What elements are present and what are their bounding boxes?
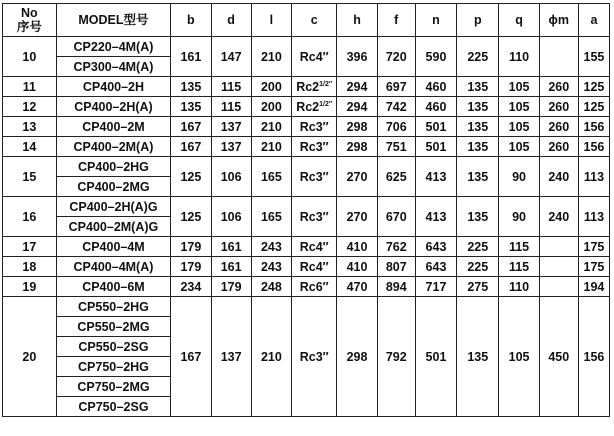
cell-h: 294 <box>337 77 377 97</box>
cell-model: CP400–4M(A) <box>56 257 171 277</box>
cell-no: 16 <box>3 197 57 237</box>
cell-q: 110 <box>499 37 539 77</box>
cell-d: 137 <box>211 137 251 157</box>
cell-model: CP750–2SG <box>56 397 171 417</box>
header-l: l <box>251 4 291 37</box>
cell-model: CP550–2HG <box>56 297 171 317</box>
cell-f: 720 <box>377 37 415 77</box>
cell-b: 135 <box>171 97 211 117</box>
cell-phim: 260 <box>539 77 578 97</box>
cell-d: 137 <box>211 117 251 137</box>
cell-n: 643 <box>415 257 456 277</box>
cell-p: 225 <box>457 37 499 77</box>
cell-n: 590 <box>415 37 456 77</box>
cell-l: 200 <box>251 97 291 117</box>
cell-phim: 240 <box>539 157 578 197</box>
cell-q: 115 <box>499 237 539 257</box>
cell-model: CP750–2MG <box>56 377 171 397</box>
cell-n: 501 <box>415 137 456 157</box>
cell-no: 20 <box>3 297 57 417</box>
cell-c: Rc3″ <box>292 297 337 417</box>
cell-c: Rc3″ <box>292 117 337 137</box>
cell-model: CP400–2HG <box>56 157 171 177</box>
cell-l: 210 <box>251 297 291 417</box>
cell-n: 413 <box>415 197 456 237</box>
cell-f: 807 <box>377 257 415 277</box>
cell-phim: 260 <box>539 117 578 137</box>
cell-no: 10 <box>3 37 57 77</box>
cell-q: 110 <box>499 277 539 297</box>
header-phim: ϕm <box>539 4 578 37</box>
table-row <box>3 137 610 157</box>
cell-h: 298 <box>337 117 377 137</box>
header-b: b <box>171 4 211 37</box>
cell-l: 200 <box>251 77 291 97</box>
cell-p: 225 <box>457 257 499 277</box>
cell-c-base: Rc2 <box>296 99 320 114</box>
cell-b: 179 <box>171 237 211 257</box>
header-p: p <box>457 4 499 37</box>
cell-phim <box>539 277 578 297</box>
spec-table-container <box>2 3 610 417</box>
cell-p: 135 <box>457 117 499 137</box>
header-no-label: No <box>21 6 38 20</box>
cell-no: 11 <box>3 77 57 97</box>
header-q: q <box>499 4 539 37</box>
cell-f: 697 <box>377 77 415 97</box>
cell-model: CP750–2HG <box>56 357 171 377</box>
header-h: h <box>337 4 377 37</box>
cell-h: 410 <box>337 237 377 257</box>
cell-a: 156 <box>578 137 609 157</box>
cell-a: 194 <box>578 277 609 297</box>
cell-q: 105 <box>499 297 539 417</box>
cell-c <box>292 77 337 97</box>
cell-no: 18 <box>3 257 57 277</box>
cell-c-base: Rc2 <box>296 79 320 94</box>
pump-dimension-table <box>2 3 610 417</box>
cell-c-fraction: 1/2″ <box>319 100 333 108</box>
cell-p: 135 <box>457 197 499 237</box>
cell-phim <box>539 237 578 257</box>
cell-n: 501 <box>415 117 456 137</box>
cell-phim: 450 <box>539 297 578 417</box>
cell-c: Rc3″ <box>292 157 337 197</box>
table-row <box>3 117 610 137</box>
table-row <box>3 237 610 257</box>
cell-a: 113 <box>578 197 609 237</box>
cell-b: 125 <box>171 157 211 197</box>
cell-model: CP400–2M <box>56 117 171 137</box>
cell-q: 115 <box>499 257 539 277</box>
cell-phim <box>539 37 578 77</box>
cell-a: 175 <box>578 257 609 277</box>
cell-no: 12 <box>3 97 57 117</box>
cell-q: 105 <box>499 117 539 137</box>
cell-b: 135 <box>171 77 211 97</box>
cell-model: CP300–4M(A) <box>56 57 171 77</box>
cell-a: 156 <box>578 297 609 417</box>
cell-model: CP400–4M <box>56 237 171 257</box>
cell-h: 270 <box>337 197 377 237</box>
cell-c: Rc3″ <box>292 137 337 157</box>
cell-l: 165 <box>251 197 291 237</box>
cell-d: 106 <box>211 197 251 237</box>
cell-n: 501 <box>415 297 456 417</box>
cell-p: 135 <box>457 77 499 97</box>
cell-f: 706 <box>377 117 415 137</box>
cell-phim <box>539 257 578 277</box>
cell-model: CP550–2SG <box>56 337 171 357</box>
cell-c: Rc4″ <box>292 237 337 257</box>
cell-l: 165 <box>251 157 291 197</box>
header-no-cn-label: 序号 <box>16 20 42 34</box>
cell-d: 161 <box>211 237 251 257</box>
cell-no: 14 <box>3 137 57 157</box>
cell-a: 155 <box>578 37 609 77</box>
cell-c: Rc4″ <box>292 257 337 277</box>
cell-n: 413 <box>415 157 456 197</box>
cell-model: CP400–2H(A)G <box>56 197 171 217</box>
table-row <box>3 257 610 277</box>
cell-h: 294 <box>337 97 377 117</box>
cell-a: 175 <box>578 237 609 257</box>
cell-l: 210 <box>251 137 291 157</box>
cell-b: 234 <box>171 277 211 297</box>
cell-b: 167 <box>171 137 211 157</box>
cell-l: 243 <box>251 257 291 277</box>
table-row <box>3 297 610 317</box>
cell-c: Rc3″ <box>292 197 337 237</box>
table-row <box>3 157 610 177</box>
cell-p: 135 <box>457 97 499 117</box>
header-c: c <box>292 4 337 37</box>
table-row <box>3 37 610 57</box>
cell-h: 396 <box>337 37 377 77</box>
cell-d: 106 <box>211 157 251 197</box>
cell-model: CP400–2M(A) <box>56 137 171 157</box>
cell-p: 135 <box>457 137 499 157</box>
cell-h: 410 <box>337 257 377 277</box>
cell-phim: 240 <box>539 197 578 237</box>
header-model: MODEL型号 <box>56 4 171 37</box>
cell-f: 894 <box>377 277 415 297</box>
cell-no: 13 <box>3 117 57 137</box>
table-row <box>3 197 610 217</box>
cell-d: 115 <box>211 97 251 117</box>
cell-b: 167 <box>171 297 211 417</box>
cell-c: Rc4″ <box>292 37 337 77</box>
cell-a: 113 <box>578 157 609 197</box>
cell-a: 125 <box>578 97 609 117</box>
cell-d: 147 <box>211 37 251 77</box>
cell-h: 298 <box>337 137 377 157</box>
cell-f: 670 <box>377 197 415 237</box>
cell-b: 179 <box>171 257 211 277</box>
cell-model: CP400–2H <box>56 77 171 97</box>
cell-f: 742 <box>377 97 415 117</box>
cell-b: 161 <box>171 37 211 77</box>
cell-p: 135 <box>457 297 499 417</box>
cell-p: 135 <box>457 157 499 197</box>
cell-l: 248 <box>251 277 291 297</box>
cell-d: 161 <box>211 257 251 277</box>
header-no <box>3 4 57 37</box>
cell-a: 156 <box>578 117 609 137</box>
header-a: a <box>578 4 609 37</box>
cell-q: 105 <box>499 137 539 157</box>
cell-q: 105 <box>499 77 539 97</box>
cell-f: 751 <box>377 137 415 157</box>
cell-phim: 260 <box>539 137 578 157</box>
table-row <box>3 97 610 117</box>
cell-d: 179 <box>211 277 251 297</box>
cell-h: 470 <box>337 277 377 297</box>
cell-f: 762 <box>377 237 415 257</box>
cell-no: 19 <box>3 277 57 297</box>
header-row <box>3 4 610 37</box>
cell-p: 275 <box>457 277 499 297</box>
cell-n: 460 <box>415 97 456 117</box>
table-row <box>3 77 610 97</box>
table-body <box>3 37 610 417</box>
cell-p: 225 <box>457 237 499 257</box>
cell-q: 105 <box>499 97 539 117</box>
cell-c-fraction: 1/2″ <box>319 80 333 88</box>
header-f: f <box>377 4 415 37</box>
cell-f: 792 <box>377 297 415 417</box>
cell-l: 243 <box>251 237 291 257</box>
cell-model: CP400–2M(A)G <box>56 217 171 237</box>
table-row <box>3 277 610 297</box>
cell-model: CP550–2MG <box>56 317 171 337</box>
cell-model: CP400–6M <box>56 277 171 297</box>
header-d: d <box>211 4 251 37</box>
cell-h: 298 <box>337 297 377 417</box>
cell-model: CP400–2H(A) <box>56 97 171 117</box>
cell-b: 167 <box>171 117 211 137</box>
cell-d: 115 <box>211 77 251 97</box>
cell-no: 17 <box>3 237 57 257</box>
cell-l: 210 <box>251 37 291 77</box>
cell-b: 125 <box>171 197 211 237</box>
cell-model: CP400–2MG <box>56 177 171 197</box>
cell-c <box>292 97 337 117</box>
header-n: n <box>415 4 456 37</box>
cell-d: 137 <box>211 297 251 417</box>
cell-h: 270 <box>337 157 377 197</box>
cell-n: 643 <box>415 237 456 257</box>
cell-c: Rc6″ <box>292 277 337 297</box>
cell-q: 90 <box>499 157 539 197</box>
cell-a: 125 <box>578 77 609 97</box>
cell-n: 717 <box>415 277 456 297</box>
cell-l: 210 <box>251 117 291 137</box>
cell-no: 15 <box>3 157 57 197</box>
cell-n: 460 <box>415 77 456 97</box>
cell-f: 625 <box>377 157 415 197</box>
cell-phim: 260 <box>539 97 578 117</box>
cell-q: 90 <box>499 197 539 237</box>
cell-model: CP220–4M(A) <box>56 37 171 57</box>
